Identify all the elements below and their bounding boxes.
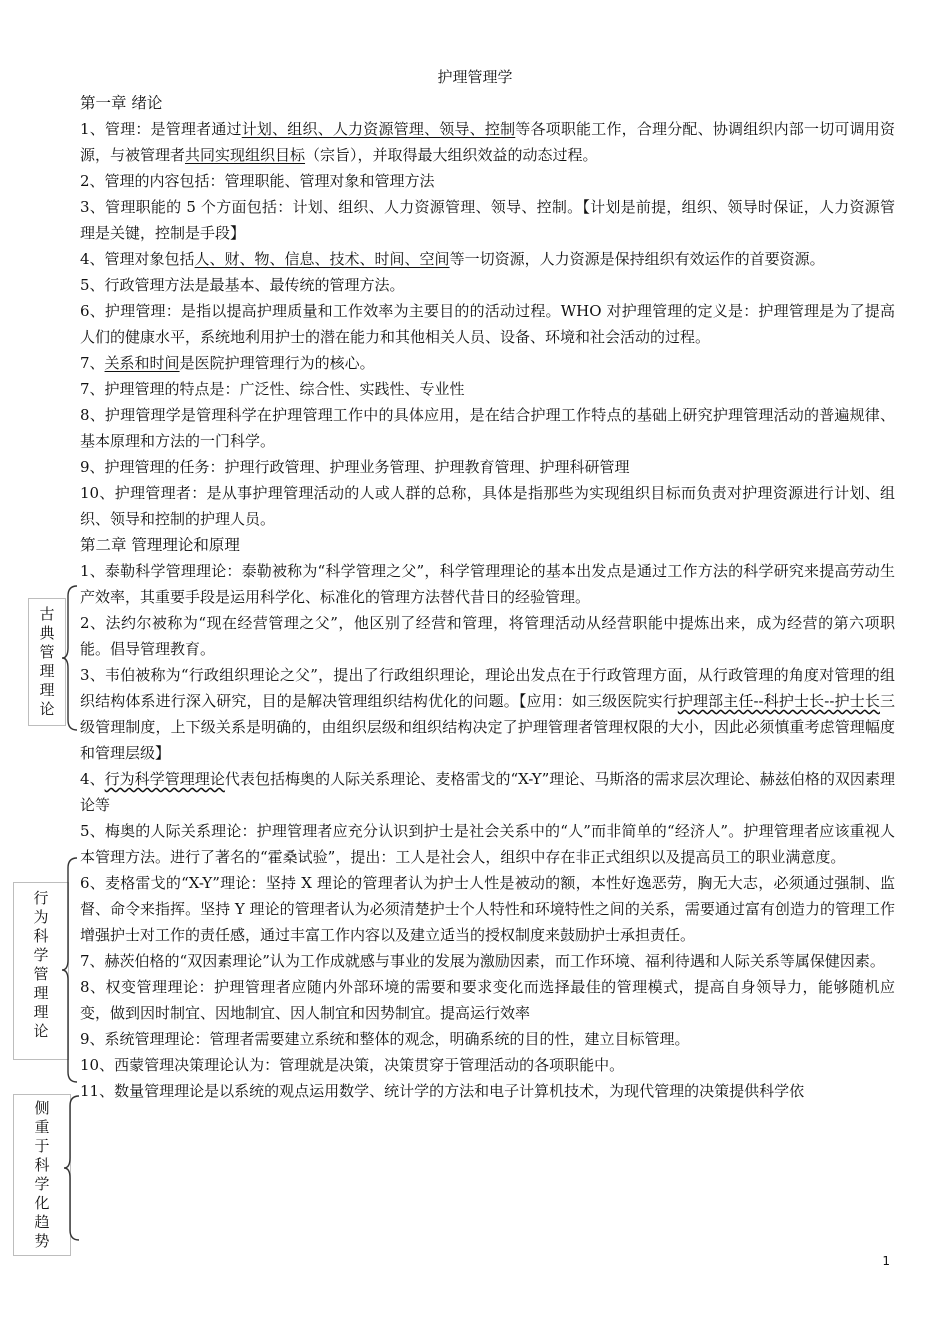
paragraph: 11、数量管理理论是以系统的观点运用数学、统计学的方法和电子计算机技术，为现代管理的决策提供科学依 — [80, 1082, 805, 1100]
text-run: 三级管理制度，上下级关系是明确的，由组织层级和组织结构决定了护理管理者管理权限的大小，因此必须慎重考虑管理幅度和管理层级】 — [80, 692, 895, 762]
paragraph — [80, 116, 895, 168]
left-brace-icon — [60, 856, 80, 1084]
side-label-char: 论 — [39, 700, 55, 718]
paragraph: 2、法约尔被称为“现在经营管理之父”，他区别了经营和管理，将管理活动从经营职能中提炼出来，成为经营的第六项职能。倡导管理教育。 — [80, 614, 895, 658]
text-run: 7、 — [80, 354, 105, 372]
side-label-char: 理 — [33, 984, 49, 1002]
paragraph: 6、麦格雷戈的“X-Y”理论：坚持 X 理论的管理者认为护士人性是被动的额，本性好逸恶劳，胸无大志，必须通过强制、监督、命令来指挥。坚持 Y 理论的管理者认为必须清楚护士个人特性和环境特性之间的关系，需要通过富有创造力的管理工作增强护士对工作的责任感，通过丰富工作内容以及建立适当的授权制度来鼓励护士承担责任。 — [80, 874, 895, 944]
underlined-text: 人、财、物、信息、技术、时间、空间 — [194, 250, 450, 268]
page-number: 1 — [882, 1254, 890, 1268]
side-label-char: 论 — [33, 1022, 49, 1040]
paragraph: 3、管理职能的 5 个方面包括：计划、组织、人力资源管理、领导、控制。【计划是前提，组织、领导时保证，人力资源管理是关键，控制是手段】 — [80, 198, 895, 242]
text-run: 等一切资源，人力资源是保持组织有效运作的首要资源。 — [449, 250, 825, 268]
side-label-char: 古 — [39, 605, 55, 623]
paragraph: 10、西蒙管理决策理论认为：管理就是决策，决策贯穿于管理活动的各项职能中。 — [80, 1056, 625, 1074]
chapter-1-heading: 第一章 绪论 — [80, 94, 163, 112]
side-label-char: 科 — [34, 1156, 50, 1174]
paragraph — [80, 246, 895, 272]
paragraph: 6、护理管理：是指以提高护理质量和工作效率为主要目的的活动过程。WHO 对护理管理的定义是：护理管理是为了提高人们的健康水平，系统地利用护士的潜在能力和其他相关人员、设备、环境和社会活动的过程。 — [80, 302, 895, 346]
paragraph — [80, 766, 895, 818]
paragraph: 8、权变管理理论：护理管理者应随内外部环境的需要和要求变化而选择最佳的管理模式，提高自身领导力，能够随机应变，做到因时制宜、因地制宜、因人制宜和因势制宜。提高运行效率 — [80, 978, 895, 1022]
text-run: 4、 — [80, 770, 105, 788]
text-run: 3、韦伯被称为“行政组织理论之父”，提出了行政组织理论，理论出发点在于行政管理方面，从行政管理的角度对管理的组织结构体系进行深入研究，目的是解决管理组织结构优化的问题。【应用：如三级医院实行 — [80, 666, 895, 710]
paragraph: 2、管理的内容包括：管理职能、管理对象和管理方法 — [80, 172, 435, 190]
chapter-2-heading: 第二章 管理理论和原理 — [80, 536, 240, 554]
paragraph: 5、梅奥的人际关系理论：护理管理者应充分认识到护士是社会关系中的“人”而非简单的“经济人”。护理管理者应该重视人本管理方法。进行了著名的“霍桑试验”，提出：工人是社会人，组织中存在非正式组织以及提高员工的职业满意度。 — [80, 822, 895, 866]
text-run: 4、管理对象包括 — [80, 250, 195, 268]
left-brace-icon — [60, 584, 80, 732]
side-label-char: 理 — [39, 681, 55, 699]
side-label-char: 科 — [33, 927, 49, 945]
underlined-text: 关系和时间 — [104, 354, 180, 372]
underlined-text: 共同实现组织目标 — [185, 146, 306, 164]
side-label-char: 管 — [33, 965, 49, 983]
underlined-text: 计划、组织、人力资源管理、领导、控制 — [241, 120, 516, 138]
side-label-char: 化 — [34, 1194, 50, 1212]
paragraph: 7、护理管理的特点是：广泛性、综合性、实践性、专业性 — [80, 380, 465, 398]
side-label-char: 侧 — [34, 1099, 50, 1117]
paragraph: 10、护理管理者：是从事护理管理活动的人或人群的总称，具体是指那些为实现组织目标而负责对护理资源进行计划、组织、领导和控制的护理人员。 — [80, 484, 895, 528]
text-run: 代表包括梅奥的人际关系理论、麦格雷戈的“X-Y”理论、马斯洛的需求层次理论、赫兹伯格的双因素理论等 — [80, 770, 895, 814]
paragraph: 8、护理管理学是管理科学在护理管理工作中的具体应用，是在结合护理工作特点的基础上研究护理管理活动的普遍规律、基本原理和方法的一门科学。 — [80, 406, 895, 450]
side-label-char: 行 — [33, 889, 49, 907]
side-label-char: 典 — [39, 624, 55, 642]
document-body — [80, 90, 895, 1104]
side-label-char: 理 — [33, 1003, 49, 1021]
paragraph: 9、系统管理理论：管理者需要建立系统和整体的观念，明确系统的目的性，建立目标管理。 — [80, 1030, 690, 1048]
text-run: 等各项职能工作，合理分配、协调组织内部一切可调用资源，与被管理者 — [80, 120, 895, 164]
side-label-char: 趋 — [34, 1213, 50, 1231]
wavy-underlined-text: 护理部主任--科护士长--护士长 — [677, 692, 880, 710]
side-label-char: 学 — [33, 946, 49, 964]
side-label-char: 理 — [39, 662, 55, 680]
paragraph: 1、泰勒科学管理理论：泰勒被称为“科学管理之父”，科学管理理论的基本出发点是通过工作方法的科学研究来提高劳动生产效率，其重要手段是运用科学化、标准化的管理方法替代昔日的经验管理。 — [80, 562, 895, 606]
paragraph: 7、赫茨伯格的“双因素理论”认为工作成就感与事业的发展为激励因素，而工作环境、福利待遇和人际关系等属保健因素。 — [80, 952, 885, 970]
wavy-underlined-text: 行为科学管理理论 — [104, 770, 225, 788]
document-title: 护理管理学 — [437, 68, 513, 86]
side-label-char: 重 — [34, 1118, 50, 1136]
text-run: 是医院护理管理行为的核心。 — [179, 354, 375, 372]
paragraph: 9、护理管理的任务：护理行政管理、护理业务管理、护理教育管理、护理科研管理 — [80, 458, 630, 476]
side-label-char: 管 — [39, 643, 55, 661]
paragraph — [80, 662, 895, 766]
left-brace-icon — [62, 1094, 82, 1242]
side-label-char: 为 — [33, 908, 49, 926]
text-run: 1、管理：是管理者通过 — [80, 120, 242, 138]
side-label-char: 势 — [34, 1232, 50, 1250]
paragraph: 5、行政管理方法是最基本、最传统的管理方法。 — [80, 276, 405, 294]
paragraph — [80, 350, 895, 376]
text-run: （宗旨），并取得最大组织效益的动态过程。 — [305, 146, 598, 164]
side-label-char: 于 — [34, 1137, 50, 1155]
side-label-char: 学 — [34, 1175, 50, 1193]
